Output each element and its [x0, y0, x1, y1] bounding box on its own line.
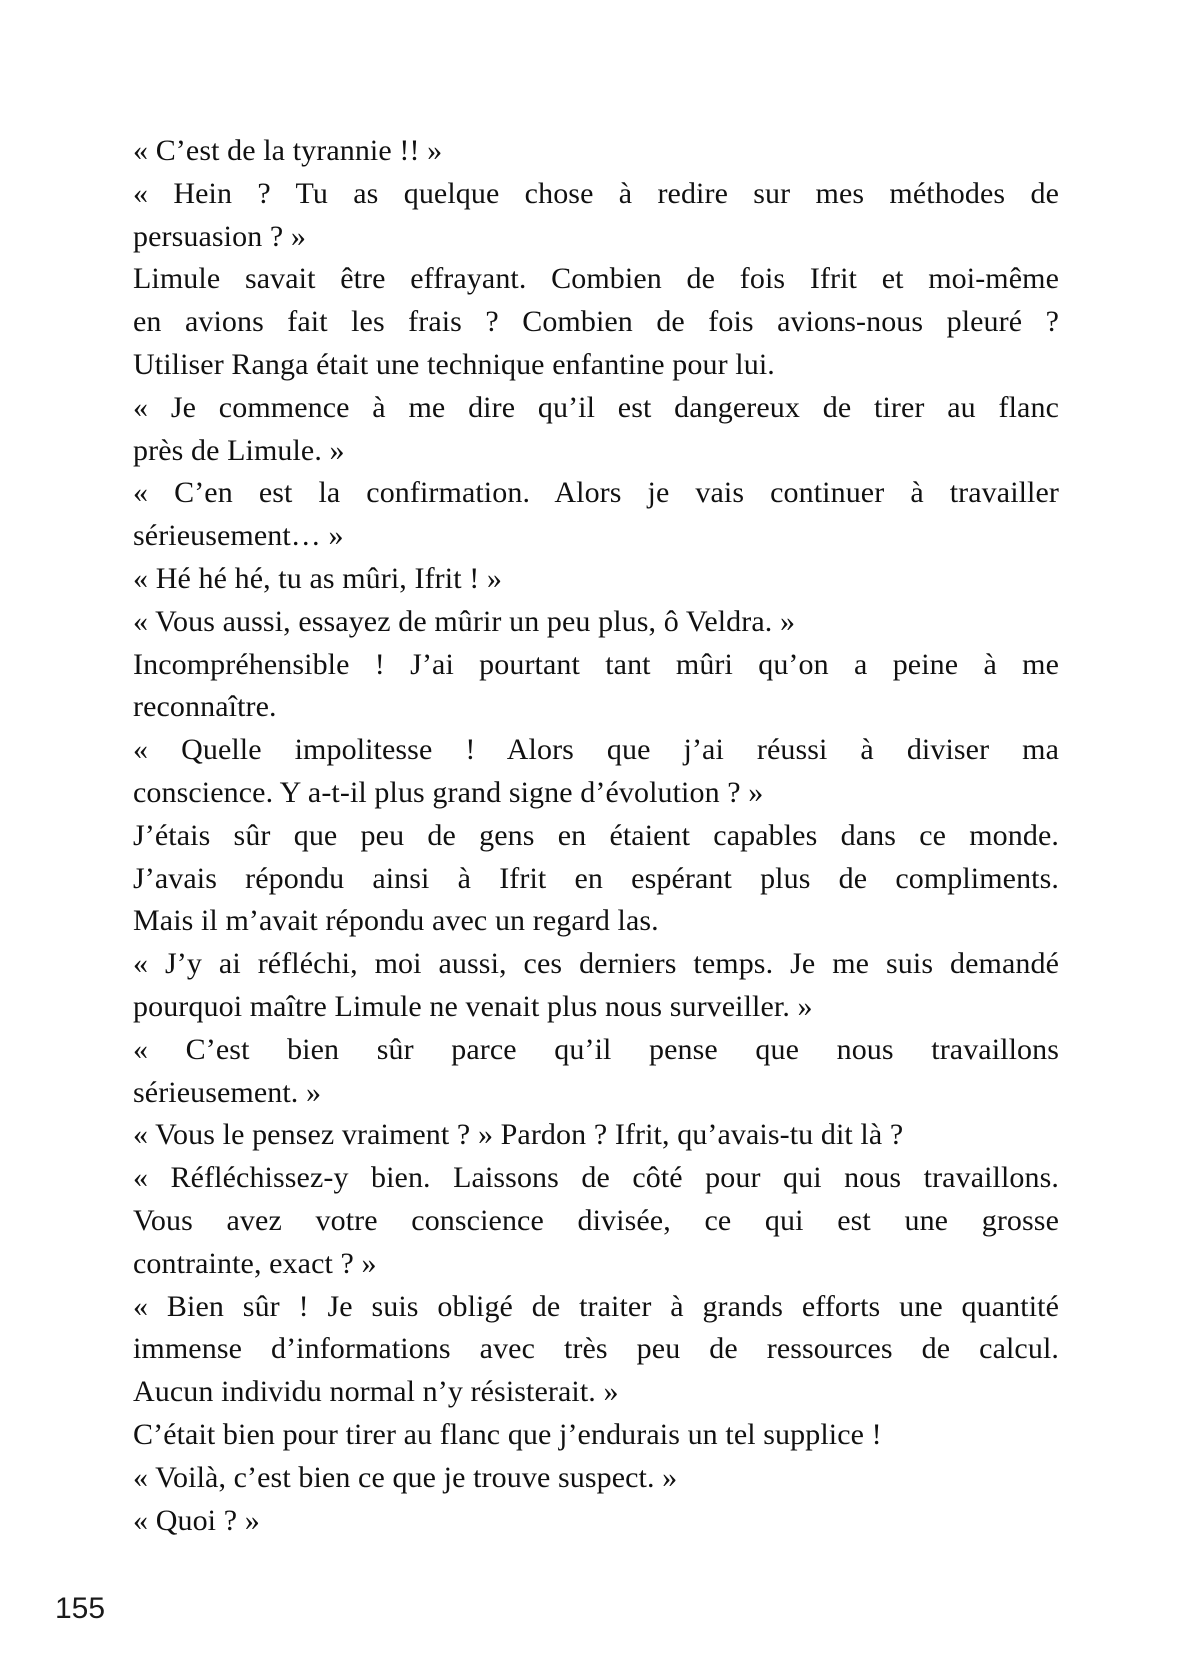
text-line: immense d’informations avec très peu de ressources de calcul. — [133, 1332, 1059, 1366]
text-line: en avions fait les frais ? Combien de fois avions-nous pleuré ? — [133, 305, 1059, 339]
text-line: Incompréhensible ! J’ai pourtant tant mûri qu’on a peine à me — [133, 647, 1059, 681]
text-line: contrainte, exact ? » — [133, 1246, 377, 1280]
text-line: « Je commence à me dire qu’il est dangereux de tirer au flanc — [133, 390, 1059, 424]
text-line: « C’est bien sûr parce qu’il pense que nous travaillons — [133, 1032, 1059, 1066]
text-line: conscience. Y a-t-il plus grand signe d’évolution ? » — [133, 775, 764, 809]
text-line: « C’est de la tyrannie !! » — [133, 134, 443, 167]
text-line: sérieusement. » — [133, 1075, 322, 1109]
text-line: « Voilà, c’est bien ce que je trouve suspect. » — [133, 1460, 678, 1494]
text-line: « Quoi ? » — [133, 1503, 260, 1537]
text-line: J’avais répondu ainsi à Ifrit en espérant plus de compliments. — [133, 861, 1059, 895]
text-line: « Bien sûr ! Je suis obligé de traiter à grands efforts une quantité — [133, 1289, 1059, 1323]
text-line: Aucun individu normal n’y résisterait. » — [133, 1375, 619, 1409]
text-line: J’étais sûr que peu de gens en étaient capables dans ce monde. — [133, 818, 1059, 852]
text-line: Mais il m’avait répondu avec un regard las. — [133, 904, 659, 938]
text-line: sérieusement… » — [133, 519, 344, 553]
text-line: « C’en est la confirmation. Alors je vais continuer à travailler — [133, 476, 1059, 510]
text-line: Utiliser Ranga était une technique enfantine pour lui. — [133, 347, 775, 381]
text-line: pourquoi maître Limule ne venait plus nous surveiller. » — [133, 989, 813, 1023]
text-line: « Vous aussi, essayez de mûrir un peu plus, ô Veldra. » — [133, 604, 796, 638]
text-line: « Hein ? Tu as quelque chose à redire sur mes méthodes de — [133, 176, 1059, 210]
text-line: « Réfléchissez-y bien. Laissons de côté pour qui nous travaillons. — [133, 1161, 1059, 1195]
text-line: reconnaître. — [133, 690, 277, 724]
text-line: C’était bien pour tirer au flanc que j’endurais un tel supplice ! — [133, 1417, 882, 1451]
text-line: « Quelle impolitesse ! Alors que j’ai réussi à diviser ma — [133, 733, 1059, 767]
text-line: persuasion ? » — [133, 219, 307, 253]
text-line: Vous avez votre conscience divisée, ce qui est une grosse — [133, 1203, 1059, 1237]
text-line: « J’y ai réfléchi, moi aussi, ces derniers temps. Je me suis demandé — [133, 947, 1059, 981]
text-line: près de Limule. » — [133, 433, 345, 467]
text-line: « Vous le pensez vraiment ? » Pardon ? Ifrit, qu’avais-tu dit là ? — [133, 1118, 904, 1152]
text-line: « Hé hé hé, tu as mûri, Ifrit ! » — [133, 561, 503, 595]
text-line: Limule savait être effrayant. Combien de fois Ifrit et moi-même — [133, 262, 1059, 296]
body-text — [133, 130, 1059, 1542]
page-number: 155 — [55, 1592, 106, 1625]
